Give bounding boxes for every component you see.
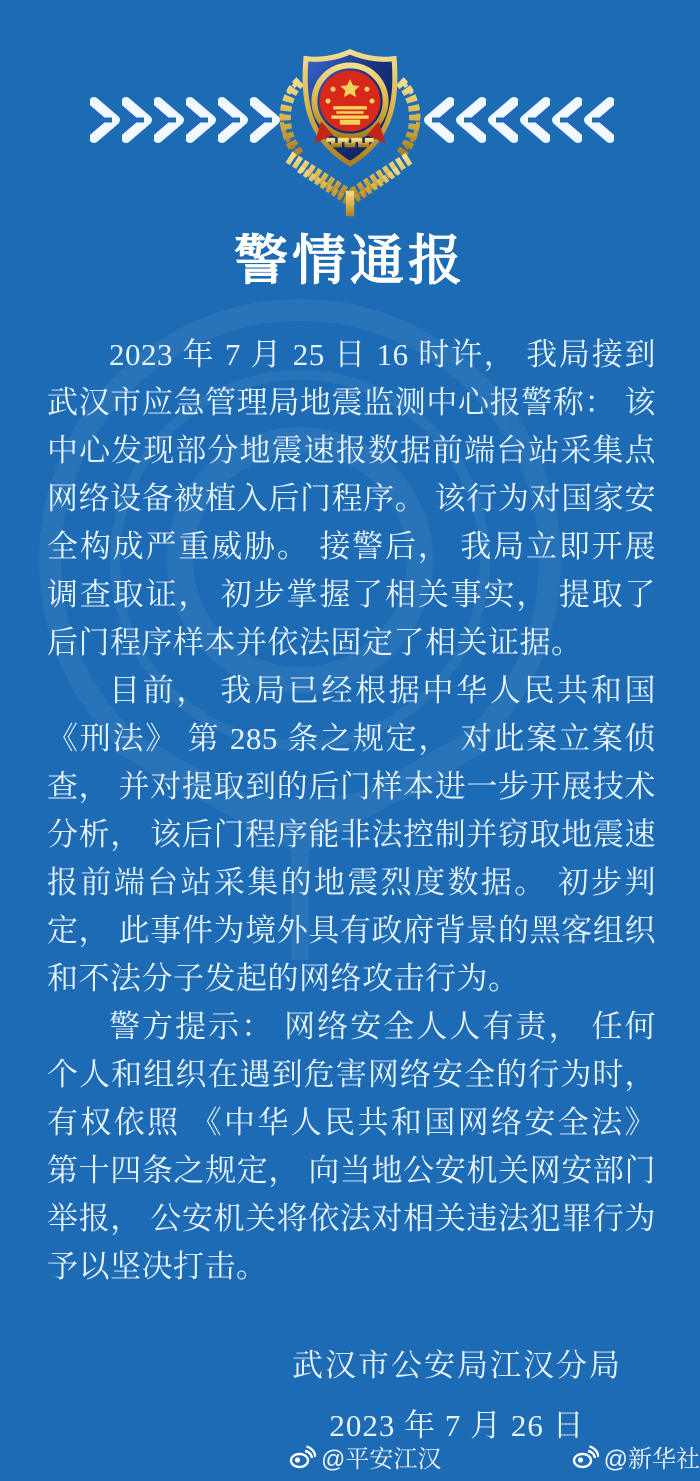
weibo-icon	[571, 1443, 599, 1471]
chevron-left-icon	[519, 97, 550, 143]
left-chevrons	[90, 97, 281, 143]
credit-label: @平安江汉	[321, 1446, 442, 1473]
paragraph-investigation: 目前， 我局已经根据中华人民共和国 《刑法》 第 285 条之规定， 对此案立案侦查， 并对提取到的后门样本进一步开展技术分析， 该后门程序能非法控制并窃取地震速报前端台站采集的地震烈度数据。 初步判定， 此事件为境外具有政府背景的黑客组织和不法分子发起的网络攻击行为。	[47, 673, 656, 996]
issuing-organization: 武汉市公安局江汉分局	[292, 1348, 622, 1383]
credit-xinhua	[571, 1439, 700, 1474]
signature-block	[292, 1344, 622, 1448]
notice-title: 警情通报	[234, 231, 466, 291]
paragraph-police-reminder: 警方提示： 网络安全人人有责， 任何个人和组织在遇到危害网络安全的行为时， 有权依照 《中华人民共和国网络安全法》 第十四条之规定， 向当地公安机关网安部门举报， 公安机关将依法对相关违法犯罪行为予以坚决打击。	[47, 1009, 656, 1284]
chevron-right-icon	[122, 97, 153, 143]
credit-pingan-jianghan	[288, 1439, 441, 1474]
chevron-right-icon	[154, 97, 185, 143]
police-badge-icon	[265, 40, 435, 218]
issue-date: 2023 年 7 月 26 日	[329, 1408, 585, 1443]
chevron-left-icon	[455, 97, 486, 143]
credit-label: @新华社	[603, 1446, 700, 1473]
weibo-icon	[288, 1443, 316, 1471]
chevron-right-icon	[186, 97, 217, 143]
footer-credits	[0, 1439, 700, 1475]
chevron-left-icon	[583, 97, 614, 143]
chevron-left-icon	[551, 97, 582, 143]
notice-body	[47, 331, 656, 1291]
chevron-right-icon	[90, 97, 121, 143]
right-chevrons	[423, 97, 614, 143]
chevron-left-icon	[487, 97, 518, 143]
paragraph-incident: 2023 年 7 月 25 日 16 时许， 我局接到武汉市应急管理局地震监测中心报警称： 该中心发现部分地震速报数据前端台站采集点网络设备被植入后门程序。 该行为对国家安全构成严重威胁。 接警后， 我局立即开展调查取证， 初步掌握了相关事实， 提取了后门程序样本并依法固定了相关证据。	[47, 337, 656, 660]
chevron-right-icon	[218, 97, 249, 143]
